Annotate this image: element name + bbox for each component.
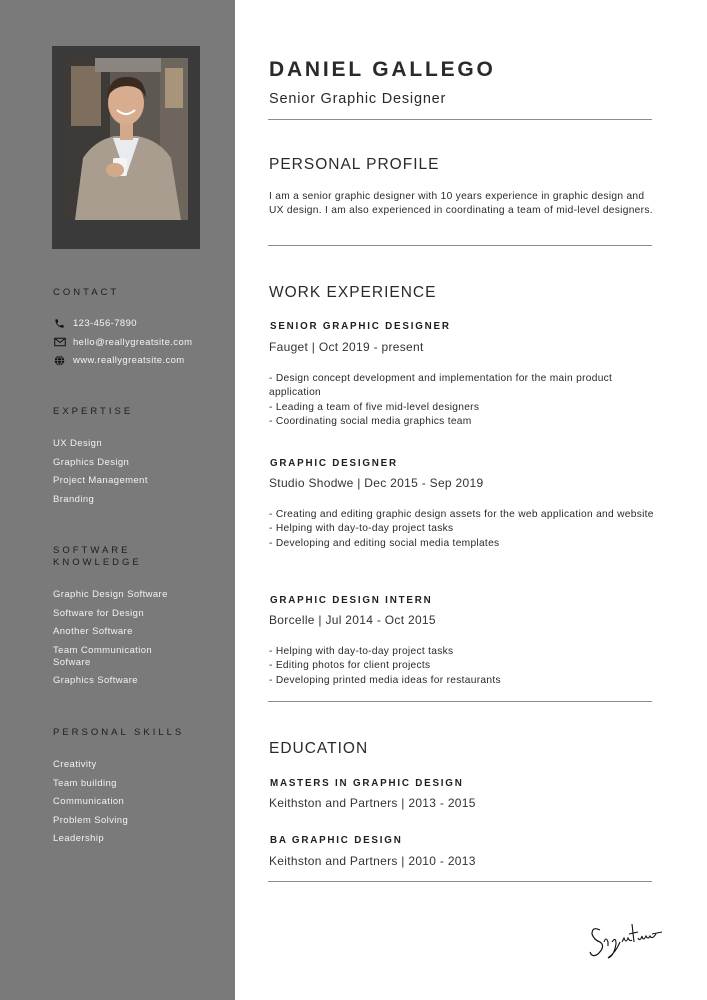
job-bullets: [269, 508, 654, 551]
skill-item: Creativity: [53, 759, 97, 770]
job-bullet: - Developing and editing social media templates: [269, 537, 500, 549]
candidate-name: DANIEL GALLEGO: [269, 58, 496, 81]
job-bullet: - Design concept development and implementation for the main product application: [269, 373, 613, 399]
candidate-role: Senior Graphic Designer: [269, 91, 447, 107]
job-bullet: - Leading a team of five mid-level designers: [269, 401, 480, 413]
expertise-item: Project Management: [53, 475, 148, 487]
job-bullet: - Editing photos for client projects: [269, 660, 431, 672]
job-bullets: [269, 645, 654, 688]
email-text: hello@reallygreatsite.com: [73, 336, 193, 348]
expertise-list: [53, 438, 148, 512]
software-item: Team Communication Sofware: [53, 644, 153, 668]
mail-icon: [53, 336, 66, 348]
divider: [268, 245, 652, 246]
contact-website[interactable]: [53, 354, 185, 366]
job-bullet: - Helping with day-to-day project tasks: [269, 523, 454, 535]
job-bullets: [269, 372, 654, 430]
profile-heading: PERSONAL PROFILE: [269, 156, 440, 173]
skills-heading: PERSONAL SKILLS: [53, 727, 185, 738]
software-item: Graphic Design Software: [53, 589, 168, 600]
phone-icon: [53, 317, 66, 329]
software-item: Another Software: [53, 626, 133, 638]
skill-item: Communication: [53, 796, 125, 808]
education-subtitle: Keithston and Partners | 2013 - 2015: [269, 796, 476, 810]
software-item: Software for Design: [53, 607, 145, 619]
job-title: GRAPHIC DESIGNER: [270, 458, 398, 469]
sidebar: [0, 0, 235, 1000]
education-subtitle: Keithston and Partners | 2010 - 2013: [269, 854, 476, 868]
education-title: MASTERS IN GRAPHIC DESIGN: [270, 778, 464, 789]
education-heading: EDUCATION: [269, 740, 369, 757]
contact-phone[interactable]: [53, 317, 137, 329]
job-subtitle: Fauget | Oct 2019 - present: [269, 340, 424, 354]
globe-icon: [53, 354, 66, 366]
job-bullet: - Coordinating social media graphics team: [269, 416, 472, 428]
work-heading: WORK EXPERIENCE: [269, 284, 437, 301]
job-title: GRAPHIC DESIGN INTERN: [270, 595, 433, 606]
software-heading-line1: SOFTWARE: [53, 545, 131, 556]
software-list: [53, 589, 173, 694]
profile-text: I am a senior graphic designer with 10 years experience in graphic design and UX design. I am also experienced in coordinating a team of mid-level designers.: [269, 191, 653, 217]
website-text: www.reallygreatsite.com: [73, 354, 185, 366]
divider: [268, 881, 652, 882]
signature-image: [586, 912, 666, 962]
contact-heading: CONTACT: [53, 287, 120, 298]
software-heading-line2: KNOWLEDGE: [53, 557, 142, 568]
photo-frame: [52, 46, 200, 249]
job-subtitle: Borcelle | Jul 2014 - Oct 2015: [269, 613, 436, 627]
divider: [268, 119, 652, 120]
job-subtitle: Studio Shodwe | Dec 2015 - Sep 2019: [269, 476, 484, 490]
job-bullet: - Developing printed media ideas for restaurants: [269, 674, 501, 686]
skill-item: Leadership: [53, 833, 105, 845]
expertise-heading: EXPERTISE: [53, 406, 134, 417]
expertise-item: Graphics Design: [53, 456, 130, 468]
skill-item: Problem Solving: [53, 814, 129, 826]
expertise-item: UX Design: [53, 438, 103, 449]
education-title: BA GRAPHIC DESIGN: [270, 835, 403, 846]
divider: [268, 701, 652, 702]
phone-text: 123-456-7890: [73, 317, 137, 329]
profile-photo: [65, 58, 188, 220]
job-title: SENIOR GRAPHIC DESIGNER: [270, 321, 451, 332]
contact-email[interactable]: [53, 336, 192, 348]
job-bullet: - Helping with day-to-day project tasks: [269, 646, 454, 657]
software-heading: [53, 545, 142, 569]
expertise-item: Branding: [53, 493, 95, 505]
skill-item: Team building: [53, 777, 117, 789]
software-item: Graphics Software: [53, 675, 138, 687]
skills-list: [53, 759, 128, 852]
job-bullet: - Creating and editing graphic design assets for the web application and website: [269, 509, 654, 520]
